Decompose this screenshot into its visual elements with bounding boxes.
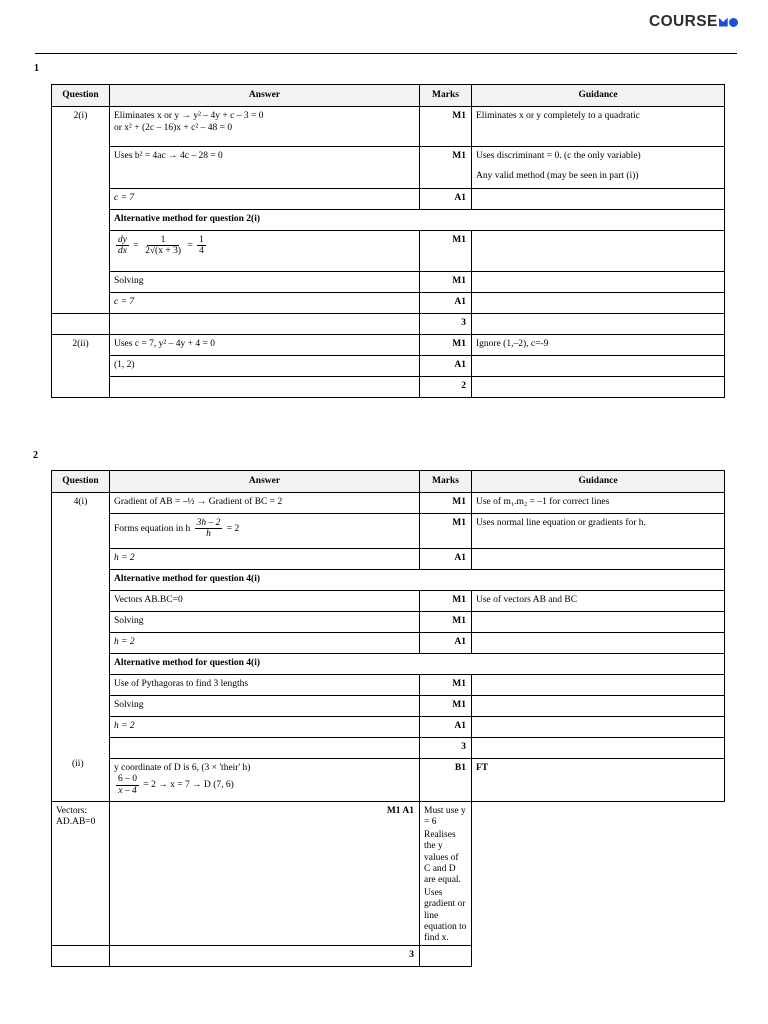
logo-word: COURSE	[649, 13, 718, 30]
answer-cell: c = 7	[110, 293, 420, 314]
guidance-cell	[472, 675, 725, 696]
question-cell: 2(i)	[52, 107, 110, 314]
marks-cell: A1	[420, 717, 472, 738]
guidance-cell	[472, 314, 725, 335]
answer-cell: Vectors: AD.AB=0	[52, 802, 110, 946]
guidance-cell	[472, 293, 725, 314]
table-row	[52, 356, 725, 377]
header-marks: Marks	[420, 85, 472, 107]
marks-cell: M1	[420, 231, 472, 272]
guidance-cell	[472, 717, 725, 738]
table-row	[52, 293, 725, 314]
answer-cell	[110, 738, 420, 759]
answer-cell	[110, 314, 420, 335]
answer-cell: Vectors AB.BC=0	[110, 591, 420, 612]
guidance-cell	[472, 612, 725, 633]
table-row	[52, 231, 725, 272]
header-guidance: Guidance	[472, 471, 725, 493]
marks-cell: M1	[420, 493, 472, 514]
logo-mark-icon	[719, 18, 738, 27]
header-marks: Marks	[420, 471, 472, 493]
question-cell	[52, 314, 110, 335]
answer-cell: Use of Pythagoras to find 3 lengths	[110, 675, 420, 696]
section-number: 2	[33, 450, 38, 461]
header-divider	[35, 53, 737, 54]
table-row	[52, 612, 725, 633]
answer-cell	[110, 377, 420, 398]
total-marks-cell: 3	[420, 738, 472, 759]
total-row	[52, 314, 725, 335]
header-answer: Answer	[110, 85, 420, 107]
marks-cell: M1	[420, 335, 472, 356]
answer-cell: Forms equation in h $\frac{3h - 2}{h}$ = 2	[110, 514, 420, 549]
table-row	[52, 696, 725, 717]
table-row	[52, 493, 725, 514]
total-row	[52, 377, 725, 398]
table-row	[52, 549, 725, 570]
answer-cell: h = 2	[110, 633, 420, 654]
table-row	[52, 272, 725, 293]
answer-cell: Solving	[110, 612, 420, 633]
answer-cell	[52, 945, 110, 966]
table-row	[52, 759, 725, 802]
guidance-cell: FT	[472, 759, 725, 802]
question-cell: 2(ii)	[52, 335, 110, 398]
marks-cell: M1	[420, 514, 472, 549]
answer-cell: h = 2	[110, 717, 420, 738]
guidance-cell	[472, 356, 725, 377]
fraction: $\frac{3h - 2}{h}$	[196, 518, 221, 540]
marks-cell: M1	[420, 272, 472, 293]
table-row	[52, 147, 725, 189]
fraction: $\frac{6 - 0}{x - 4}$	[118, 774, 137, 796]
answer-cell: Uses b² = 4ac → 4c – 28 = 0	[110, 147, 420, 189]
answer-cell: Uses c = 7, y² – 4y + 4 = 0	[110, 335, 420, 356]
guidance-cell: Uses normal line equation or gradients for h.	[472, 514, 725, 549]
answer-cell: Solving	[110, 696, 420, 717]
alternative-method-heading: Alternative method for question 4(i)	[110, 570, 725, 591]
marks-cell: A1	[420, 189, 472, 210]
table-row	[52, 107, 725, 147]
guidance-cell	[472, 377, 725, 398]
table-row	[52, 717, 725, 738]
alternative-method-row	[52, 570, 725, 591]
guidance-cell	[472, 549, 725, 570]
alternative-method-row	[52, 654, 725, 675]
marks-cell: A1	[420, 293, 472, 314]
table-row	[52, 189, 725, 210]
header-question: Question	[52, 471, 110, 493]
table-row	[52, 633, 725, 654]
answer-cell: (1, 2)	[110, 356, 420, 377]
table-row	[52, 591, 725, 612]
fraction: $\frac{1}{2√(x + 3)}$	[145, 235, 181, 257]
marks-cell: M1	[420, 675, 472, 696]
marks-cell: B1	[420, 759, 472, 802]
answer-cell: Gradient of AB = –½ → Gradient of BC = 2	[110, 493, 420, 514]
table-row	[52, 514, 725, 549]
marks-cell: M1	[420, 612, 472, 633]
marks-cell: A1	[420, 356, 472, 377]
marks-cell: M1	[420, 696, 472, 717]
marks-cell: A1	[420, 633, 472, 654]
answer-cell: Solving	[110, 272, 420, 293]
marks-cell: M1 A1	[110, 802, 420, 946]
guidance-cell	[420, 945, 472, 966]
total-row	[52, 738, 725, 759]
answer-cell: c = 7	[110, 189, 420, 210]
guidance-cell: Uses discriminant = 0. (c the only variable) Any valid method (may be seen in part (i))	[472, 147, 725, 189]
guidance-cell: Use of m₁.m₂ = –1 for correct lines	[472, 493, 725, 514]
table-row	[52, 335, 725, 356]
mark-scheme-table-2	[51, 470, 725, 967]
table-header	[52, 85, 725, 107]
guidance-cell	[472, 189, 725, 210]
mark-scheme-table-1	[51, 84, 725, 398]
total-marks-cell: 3	[110, 945, 420, 966]
alternative-method-heading: Alternative method for question 2(i)	[110, 210, 725, 231]
guidance-cell	[472, 272, 725, 293]
table-row	[52, 802, 725, 946]
guidance-cell: Ignore (1,–2), c=-9	[472, 335, 725, 356]
header-guidance: Guidance	[472, 85, 725, 107]
guidance-cell	[472, 738, 725, 759]
total-row	[52, 945, 725, 966]
marks-cell: M1	[420, 591, 472, 612]
header-answer: Answer	[110, 471, 420, 493]
answer-cell: y coordinate of D is 6, (3 × 'their' h) $\frac{6 - 0}{x - 4}$ = 2 → x = 7 → D (7, 6)	[110, 759, 420, 802]
guidance-cell: Use of vectors AB and BC	[472, 591, 725, 612]
section-number: 1	[34, 63, 39, 74]
marks-cell: A1	[420, 549, 472, 570]
table-row	[52, 675, 725, 696]
alternative-method-heading: Alternative method for question 4(i)	[110, 654, 725, 675]
total-marks-cell: 3	[420, 314, 472, 335]
answer-cell: Eliminates x or y → y² – 4y + c – 3 = 0 or x² + (2c – 16)x + c² – 48 = 0	[110, 107, 420, 147]
marks-cell: M1	[420, 147, 472, 189]
total-marks-cell: 2	[420, 377, 472, 398]
question-cell: 4(i)	[52, 493, 110, 802]
coursemo-logo	[649, 13, 738, 31]
header-question: Question	[52, 85, 110, 107]
guidance-cell	[472, 633, 725, 654]
guidance-cell	[472, 696, 725, 717]
table-header	[52, 471, 725, 493]
marks-cell: M1	[420, 107, 472, 147]
guidance-cell: Must use y = 6 Realises the y values of C and D are equal. Uses gradient or line equation to find x.	[420, 802, 472, 946]
alternative-method-row	[52, 210, 725, 231]
guidance-cell	[472, 231, 725, 272]
guidance-cell: Eliminates x or y completely to a quadratic	[472, 107, 725, 147]
question-part-label: (ii)	[72, 759, 84, 769]
answer-cell: h = 2	[110, 549, 420, 570]
fraction: $\frac{1}{4}$	[199, 235, 204, 257]
answer-cell: $\frac{dy}{dx}$ = $\frac{1}{2√(x + 3)}$ = $\frac{1}{4}$	[110, 231, 420, 272]
derivative-fraction: $\frac{dy}{dx}$	[118, 235, 127, 257]
